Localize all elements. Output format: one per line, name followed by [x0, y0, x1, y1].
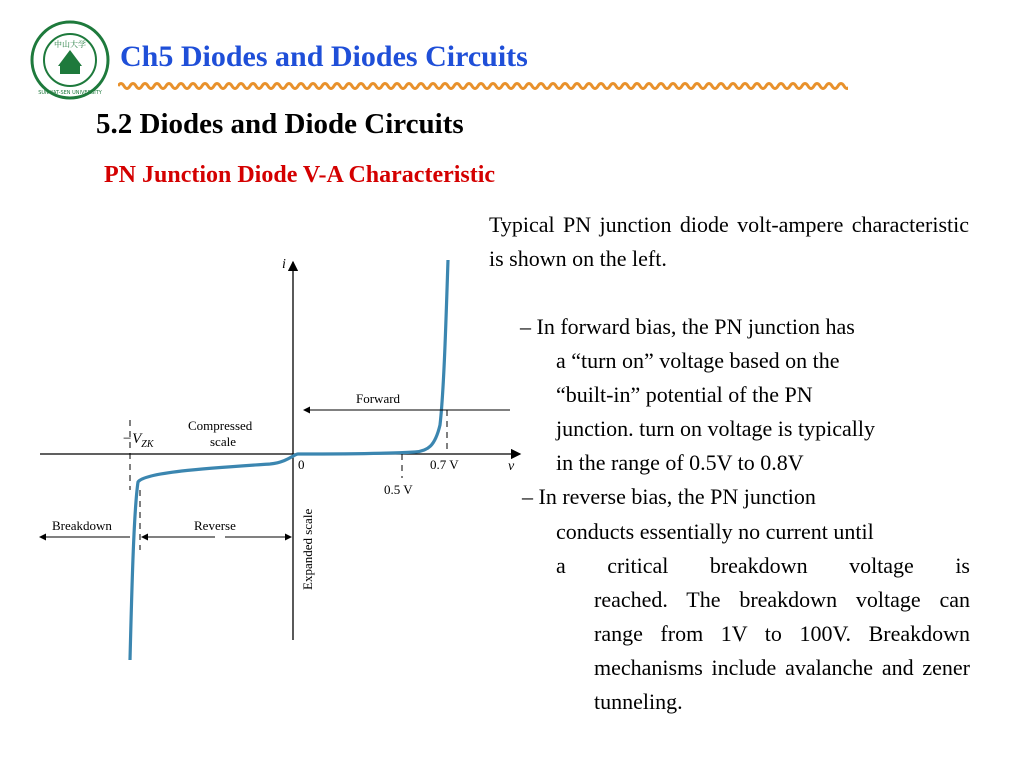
- forward-line-2: a “turn on” voltage based on the: [556, 348, 840, 373]
- forward-line-5: in the range of 0.5V to 0.8V: [556, 450, 804, 475]
- decorative-wave-divider: [118, 80, 848, 92]
- expanded-scale-label: Expanded scale: [300, 508, 315, 590]
- forward-label: Forward: [356, 391, 401, 406]
- iv-curve: [130, 260, 448, 660]
- university-seal-logo: [30, 20, 110, 100]
- breakdown-label: Breakdown: [52, 518, 112, 533]
- slide-title: Ch5 Diodes and Diodes Circuits: [120, 40, 528, 73]
- v07-label: 0.7 V: [430, 457, 459, 472]
- forward-bias-bullet: [520, 310, 970, 480]
- compressed-label-2: scale: [210, 434, 236, 449]
- forward-line-1: – In forward bias, the PN junction has: [520, 314, 855, 339]
- section-heading: PN Junction Diode V-A Characteristic: [104, 162, 496, 188]
- reverse-bias-line-3: a critical breakdown voltage is: [556, 553, 970, 578]
- reverse-label: Reverse: [194, 518, 236, 533]
- reverse-bias-line-2: conducts essentially no current until: [556, 519, 874, 544]
- origin-label: 0: [298, 457, 305, 472]
- v05-label: 0.5 V: [384, 482, 413, 497]
- compressed-label-1: Compressed: [188, 418, 253, 433]
- axis-v-label: v: [508, 459, 515, 474]
- forward-line-4: junction. turn on voltage is typically: [556, 416, 875, 441]
- axis-i-label: i: [282, 257, 286, 272]
- intro-paragraph: Typical PN junction diode volt-ampere characteristic is shown on the left.: [489, 212, 969, 271]
- logo-ring-text: SUN YAT-SEN UNIVERSITY: [38, 90, 102, 96]
- slide-subtitle: 5.2 Diodes and Diode Circuits: [96, 108, 464, 140]
- reverse-bias-line-1: – In reverse bias, the PN junction: [522, 484, 816, 509]
- forward-line-3: “built-in” potential of the PN: [556, 382, 813, 407]
- reverse-bias-rest: reached. The breakdown voltage can range from 1V to 100V. Breakdown mechanisms include avalanche and zener tunneling.: [594, 587, 970, 714]
- pn-junction-iv-diagram: [30, 240, 530, 660]
- vzk-label: $-V_{ZK}$: [122, 431, 154, 450]
- logo-center-text: 中山大学: [54, 40, 86, 49]
